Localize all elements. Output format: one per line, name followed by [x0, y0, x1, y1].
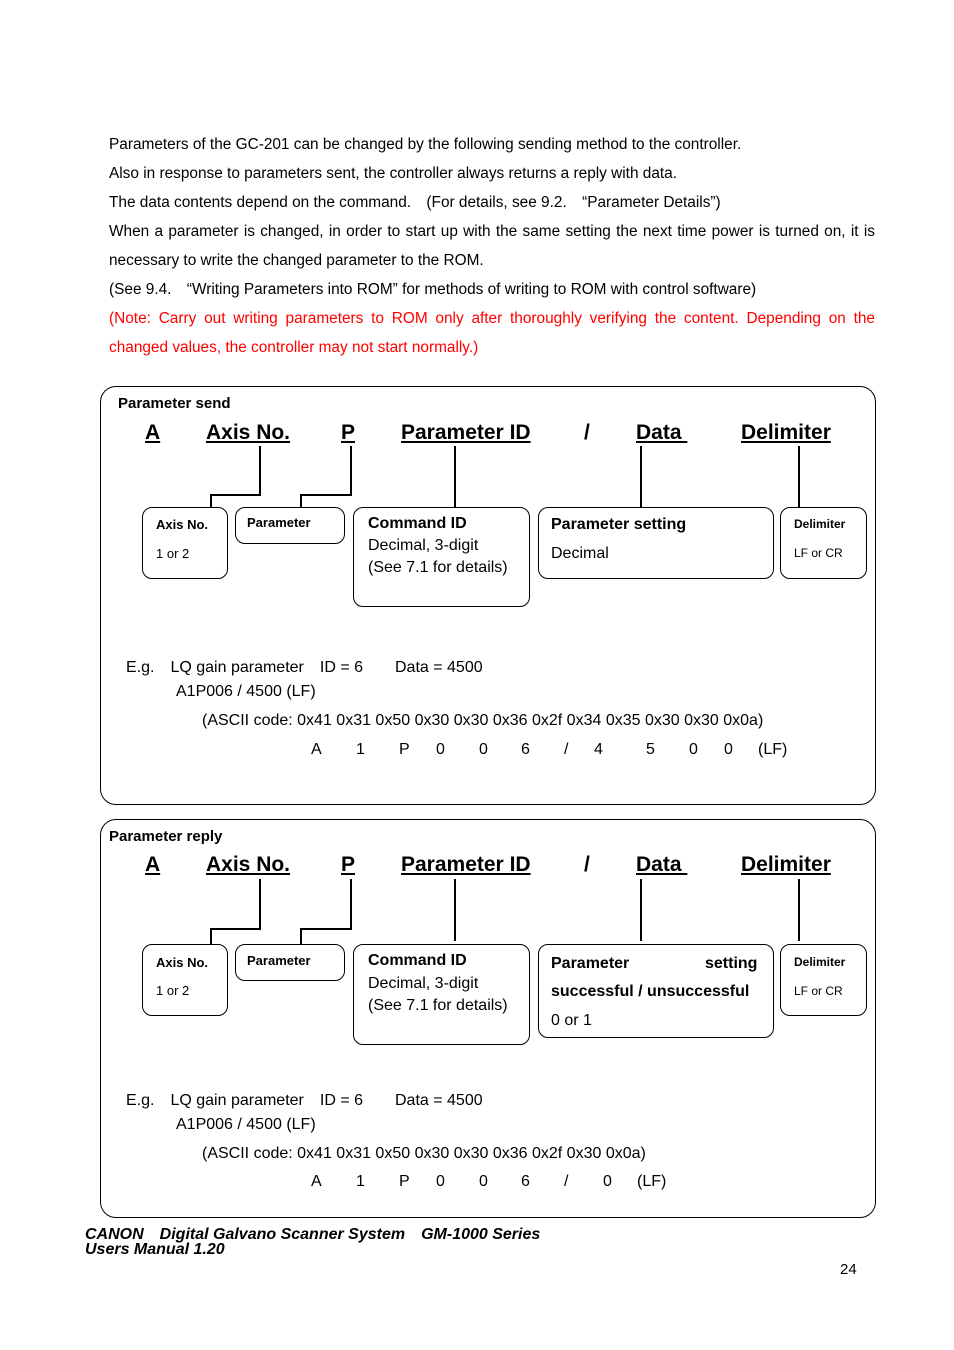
example-char: 0	[479, 741, 488, 758]
delimiter-box-title: Delimiter	[794, 517, 846, 531]
example-char: 0	[724, 741, 733, 758]
header-slash: /	[584, 421, 590, 444]
connector-line	[300, 928, 352, 930]
header-p: P	[341, 853, 356, 876]
example-char: /	[564, 1173, 569, 1190]
footer-title: CANON Digital Galvano Scanner System GM-1000 Series	[85, 1226, 541, 1243]
command-id-line2: (See 7.1 for details)	[368, 559, 508, 576]
command-id-line1: Decimal, 3-digit	[368, 537, 479, 554]
connector-line	[798, 446, 800, 507]
connector-line	[350, 446, 352, 495]
example-char: 1	[356, 741, 365, 758]
parameter-setting-title: setting	[705, 955, 758, 972]
example-char: 0	[603, 1173, 612, 1190]
connector-line	[210, 494, 212, 508]
connector-line	[640, 879, 642, 941]
parameter-reply-label: Parameter reply	[109, 828, 223, 845]
example-command: A1P006 / 4500 (LF)	[176, 1116, 316, 1133]
parameter-setting-title: Parameter setting	[551, 516, 687, 533]
parameter-setting-value: Decimal	[551, 545, 609, 562]
example-char: /	[564, 741, 569, 758]
connector-line	[454, 446, 456, 507]
parameter-setting-value: 0 or 1	[551, 1012, 592, 1029]
connector-line	[300, 928, 302, 944]
header-parameter-id: Parameter ID	[401, 421, 531, 444]
intro-line: Also in response to parameters sent, the controller always returns a reply with data.	[109, 165, 678, 182]
header-a: A	[145, 853, 161, 876]
example-char: 0	[436, 1173, 445, 1190]
parameter-setting-result: successful / unsuccessful	[551, 983, 750, 1000]
delimiter-box-value: LF or CR	[794, 546, 843, 560]
connector-line	[210, 928, 261, 930]
header-p: P	[341, 421, 356, 444]
connector-line	[300, 494, 302, 508]
command-id-title: Command ID	[368, 952, 467, 969]
header-data: Data	[636, 853, 688, 876]
example-char: 0	[689, 741, 698, 758]
parameter-box-title: Parameter	[247, 953, 311, 968]
axis-no-box-value: 1 or 2	[156, 983, 190, 998]
connector-line	[210, 494, 261, 496]
footer-version: Users Manual 1.20	[85, 1241, 225, 1258]
example-ascii: (ASCII code: 0x41 0x31 0x50 0x30 0x30 0x36 0x2f 0x34 0x35 0x30 0x30 0x0a)	[202, 712, 764, 729]
connector-line	[259, 879, 261, 929]
header-data: Data	[636, 421, 688, 444]
connector-line	[259, 446, 261, 495]
parameter-send-label: Parameter send	[118, 395, 231, 412]
example-char: 6	[521, 741, 530, 758]
header-a: A	[145, 421, 161, 444]
example-char: 0	[479, 1173, 488, 1190]
axis-no-box-title: Axis No.	[156, 955, 209, 970]
connector-line	[798, 879, 800, 941]
intro-text	[109, 130, 875, 362]
example-char: 5	[646, 741, 655, 758]
intro-line: When a parameter is changed, in order to start up with the same setting the next time power is turned on, it is necessary to write the changed parameter to the ROM.	[109, 223, 875, 269]
delimiter-box-title: Delimiter	[794, 955, 846, 969]
connector-line	[454, 879, 456, 941]
delimiter-box-value: LF or CR	[794, 984, 843, 998]
example-char: (LF)	[758, 741, 788, 758]
example-char: 6	[521, 1173, 530, 1190]
example-char: A	[311, 741, 322, 758]
example-line: E.g. LQ gain parameter ID = 6 Data = 4500	[126, 659, 483, 676]
example-char: P	[399, 1173, 410, 1190]
header-delimiter: Delimiter	[741, 421, 831, 444]
connector-line	[210, 928, 212, 944]
parameter-box-title: Parameter	[247, 515, 311, 530]
parameter-setting-title: Parameter	[551, 955, 630, 972]
command-id-line2: (See 7.1 for details)	[368, 997, 508, 1014]
example-char: 1	[356, 1173, 365, 1190]
example-command: A1P006 / 4500 (LF)	[176, 683, 316, 700]
example-char: A	[311, 1173, 322, 1190]
example-char: (LF)	[637, 1173, 667, 1190]
example-char: P	[399, 741, 410, 758]
header-slash: /	[584, 853, 590, 876]
page-number: 24	[840, 1261, 857, 1278]
example-char: 4	[594, 741, 603, 758]
example-ascii: (ASCII code: 0x41 0x31 0x50 0x30 0x30 0x36 0x2f 0x30 0x0a)	[202, 1145, 646, 1162]
command-id-line1: Decimal, 3-digit	[368, 975, 479, 992]
header-axis-no: Axis No.	[206, 853, 291, 876]
axis-no-box-title: Axis No.	[156, 517, 209, 532]
header-parameter-id: Parameter ID	[401, 853, 531, 876]
header-delimiter: Delimiter	[741, 853, 831, 876]
intro-line: The data contents depend on the command. (For details, see 9.2. “Parameter Details”)	[109, 194, 721, 211]
axis-no-box-value: 1 or 2	[156, 546, 190, 561]
connector-line	[350, 879, 352, 929]
example-line: E.g. LQ gain parameter ID = 6 Data = 4500	[126, 1092, 483, 1109]
header-axis-no: Axis No.	[206, 421, 291, 444]
intro-line: Parameters of the GC-201 can be changed by the following sending method to the controller.	[109, 136, 742, 153]
example-char: 0	[436, 741, 445, 758]
connector-line	[300, 494, 352, 496]
command-id-title: Command ID	[368, 515, 467, 532]
connector-line	[640, 446, 642, 507]
note-text: (Note: Carry out writing parameters to ROM only after thoroughly verifying the content. Depending on the changed values, the controller may not start normally.)	[109, 310, 875, 356]
intro-line: (See 9.4. “Writing Parameters into ROM” for methods of writing to ROM with control software)	[109, 281, 757, 298]
